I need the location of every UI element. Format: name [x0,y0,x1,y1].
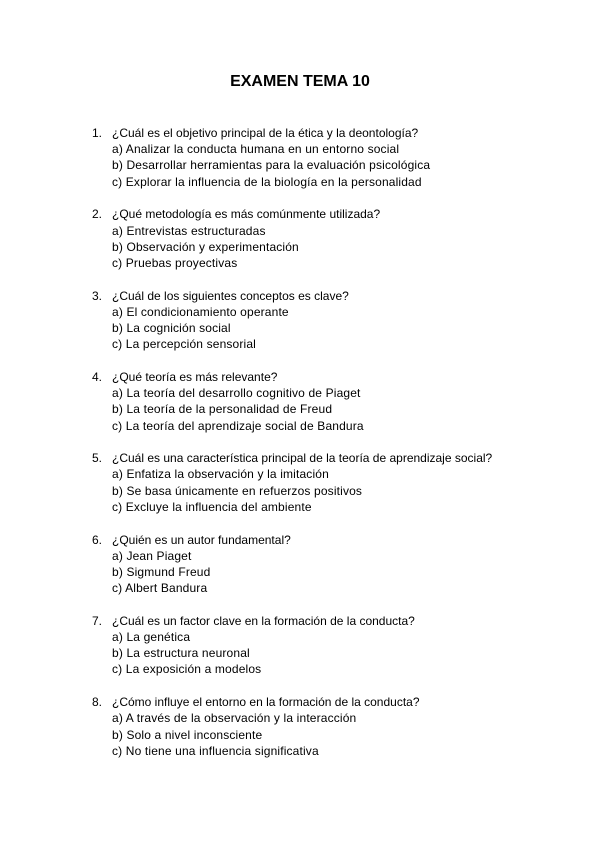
question-item [92,694,592,759]
question-text: ¿Qué teoría es más relevante? [112,369,278,384]
answer-option-a: a) Analizar la conducta humana en un entorno social [112,142,400,157]
question-number: 1. [92,126,103,140]
answer-option-b: b) Observación y experimentación [112,239,299,254]
question-item [92,613,592,678]
question-text: ¿Cómo influye el entorno en la formación de la conducta? [112,695,420,710]
answer-option-b: b) Solo a nivel inconsciente [112,727,263,742]
answer-options [92,304,592,353]
question-text: ¿Cuál es un factor clave en la formación de la conducta? [112,613,415,628]
answer-options [92,548,592,597]
question-number: 3. [92,288,103,303]
answer-options [92,629,592,678]
question-item [92,450,592,515]
answer-option-a: a) La teoría del desarrollo cognitivo de Piaget [112,386,361,401]
question-item [92,125,592,190]
answer-option-c: c) Explorar la influencia de la biología en la personalidad [112,174,422,189]
answer-options [92,466,592,515]
question-number: 5. [92,451,103,466]
question-item [92,288,592,353]
answer-option-b: b) Sigmund Freud [112,564,211,579]
question-text: ¿Cuál es una característica principal de la teoría de aprendizaje social? [112,451,493,466]
answer-option-c: c) La exposición a modelos [112,662,262,677]
question-text: ¿Qué metodología es más comúnmente utilizada? [112,207,381,222]
answer-option-a: a) Enfatiza la observación y la imitación [112,467,329,482]
answer-option-c: c) Excluye la influencia del ambiente [112,499,312,514]
answer-option-c: c) La teoría del aprendizaje social de Bandura [112,418,364,433]
question-number: 4. [92,369,103,384]
answer-option-a: a) Entrevistas estructuradas [112,223,266,238]
answer-options [92,385,592,434]
answer-option-a: a) La genética [112,630,191,645]
answer-option-a: a) A través de la observación y la interacción [112,711,357,726]
answer-option-b: b) La cognición social [112,321,231,336]
answer-option-b: b) Se basa únicamente en refuerzos positivos [112,483,363,498]
question-number: 8. [92,695,103,710]
answer-option-a: a) El condicionamiento operante [112,304,289,319]
answer-option-b: b) La estructura neuronal [112,646,250,661]
answer-option-c: c) Pruebas proyectivas [112,255,238,270]
answer-option-c: c) No tiene una influencia significativa [112,743,319,758]
question-text: ¿Cuál es el objetivo principal de la ética y la deontología? [112,126,419,140]
question-item [92,206,592,271]
question-item [92,532,592,597]
answer-options [92,223,592,272]
question-list [92,125,592,776]
answer-option-c: c) La percepción sensorial [112,337,256,352]
answer-option-b: b) Desarrollar herramientas para la evaluación psicológica [112,158,431,173]
question-item [92,369,592,434]
answer-option-b: b) La teoría de la personalidad de Freud [112,402,333,417]
answer-option-a: a) Jean Piaget [112,548,192,563]
answer-option-c: c) Albert Bandura [112,581,208,596]
question-number: 7. [92,613,103,628]
question-number: 6. [92,532,103,547]
answer-options [92,141,592,190]
question-text: ¿Quién es un autor fundamental? [112,532,291,547]
answer-options [92,710,592,759]
question-text: ¿Cuál de los siguientes conceptos es clave? [112,288,349,303]
page-title: EXAMEN TEMA 10 [230,73,370,90]
question-number: 2. [92,207,103,222]
